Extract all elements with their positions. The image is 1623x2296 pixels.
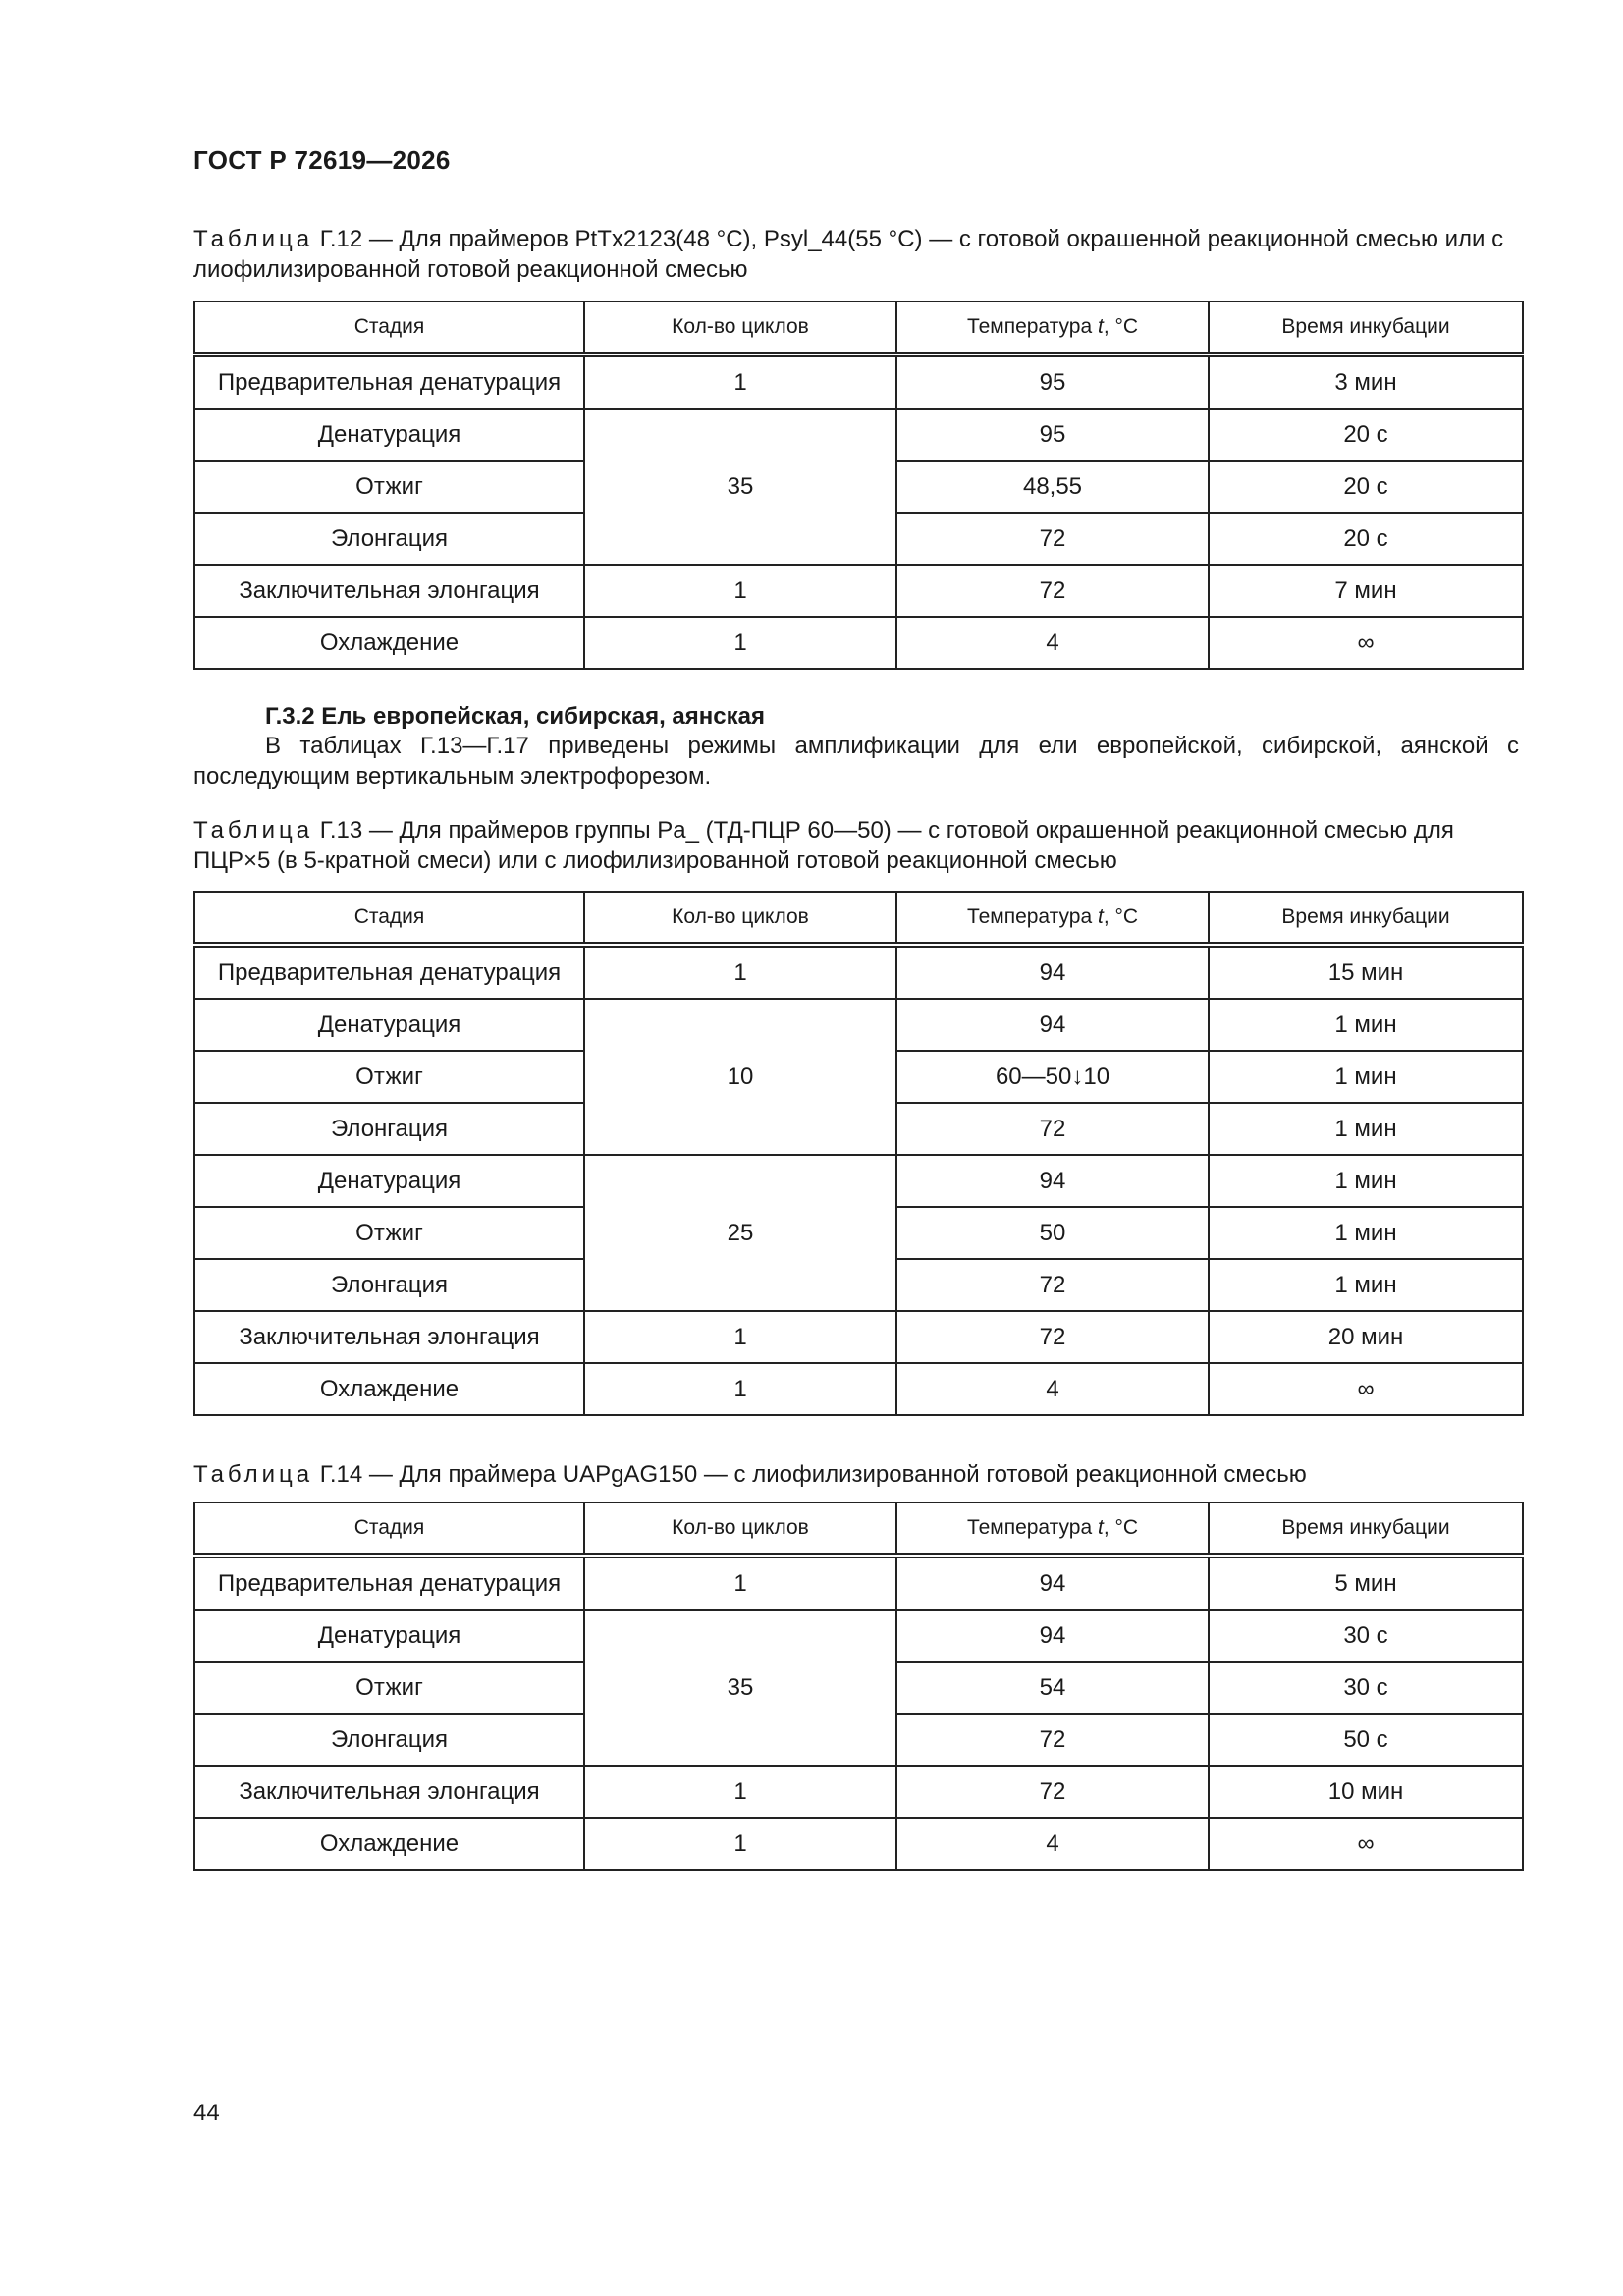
table-row: [194, 945, 1523, 999]
time-cell: ∞: [1209, 617, 1523, 669]
cycles-cell: 35: [584, 1610, 896, 1766]
time-cell: 20 с: [1209, 461, 1523, 513]
table-row: [194, 409, 1523, 461]
time-cell: 1 мин: [1209, 1051, 1523, 1103]
document-header: ГОСТ Р 72619—2026: [193, 145, 451, 175]
time-cell: 30 с: [1209, 1610, 1523, 1662]
temp-cell: 48,55: [896, 461, 1209, 513]
table-row: [194, 1363, 1523, 1415]
time-cell: 15 мин: [1209, 945, 1523, 999]
table-caption-text: Г.13 — Для праймеров группы Pa_ (ТД-ПЦР 60—50) — с готовой окрашенной реакционной смесью для ПЦР×5 (в 5-кратной смеси) или с лиофилизированной готовой реакционной смесью: [193, 817, 1454, 874]
cycles-cell: 1: [584, 1766, 896, 1818]
time-cell: 1 мин: [1209, 1155, 1523, 1207]
cycles-cell: 1: [584, 355, 896, 409]
temp-cell: 72: [896, 1311, 1209, 1363]
cycles-cell: 1: [584, 1311, 896, 1363]
cycles-cell: 35: [584, 409, 896, 565]
stage-cell: Отжиг: [194, 1051, 584, 1103]
time-cell: 20 с: [1209, 409, 1523, 461]
temp-cell: 94: [896, 999, 1209, 1051]
cycles-cell: 1: [584, 1363, 896, 1415]
temp-cell: 54: [896, 1662, 1209, 1714]
stage-cell: Предварительная денатурация: [194, 945, 584, 999]
temp-cell: 4: [896, 1363, 1209, 1415]
col-header-time: Время инкубации: [1209, 892, 1523, 945]
table-label: Таблица: [193, 817, 314, 844]
stage-cell: Элонгация: [194, 1103, 584, 1155]
temp-cell: 4: [896, 1818, 1209, 1870]
table-caption-text: Г.12 — Для праймеров PtTx2123(48 °С), Psyl_44(55 °С) — с готовой окрашенной реакционной смесью или с лиофилизированной готовой реакционной смесью: [193, 226, 1504, 283]
time-cell: ∞: [1209, 1363, 1523, 1415]
time-cell: 1 мин: [1209, 1103, 1523, 1155]
time-cell: 5 мин: [1209, 1556, 1523, 1610]
table-14: [193, 1502, 1524, 1871]
cycles-cell: 1: [584, 1556, 896, 1610]
table-14-caption: [193, 1459, 1519, 1490]
col-header-time: Время инкубации: [1209, 301, 1523, 355]
temp-cell: 94: [896, 1610, 1209, 1662]
stage-cell: Заключительная элонгация: [194, 1311, 584, 1363]
temp-cell: 72: [896, 1766, 1209, 1818]
table-row: [194, 1556, 1523, 1610]
temp-cell: 72: [896, 1714, 1209, 1766]
stage-cell: Элонгация: [194, 1714, 584, 1766]
col-header-stage: Стадия: [194, 301, 584, 355]
table-label: Таблица: [193, 226, 314, 252]
time-cell: 7 мин: [1209, 565, 1523, 617]
table-13: [193, 891, 1524, 1416]
cycles-cell: 1: [584, 1818, 896, 1870]
table-row: [194, 355, 1523, 409]
table-label: Таблица: [193, 1461, 314, 1488]
stage-cell: Охлаждение: [194, 1818, 584, 1870]
time-cell: 30 с: [1209, 1662, 1523, 1714]
temp-cell: 95: [896, 355, 1209, 409]
table-12-caption: [193, 224, 1519, 285]
table-row: [194, 565, 1523, 617]
stage-cell: Заключительная элонгация: [194, 565, 584, 617]
table-13-caption: [193, 815, 1519, 876]
stage-cell: Денатурация: [194, 999, 584, 1051]
stage-cell: Элонгация: [194, 1259, 584, 1311]
table-row: [194, 1818, 1523, 1870]
table-row: [194, 1766, 1523, 1818]
table-row: [194, 1311, 1523, 1363]
stage-cell: Отжиг: [194, 1662, 584, 1714]
stage-cell: Предварительная денатурация: [194, 1556, 584, 1610]
col-header-cycles: Кол-во циклов: [584, 301, 896, 355]
table-row: [194, 1155, 1523, 1207]
temp-cell: 72: [896, 565, 1209, 617]
time-cell: 1 мин: [1209, 1259, 1523, 1311]
table-row: [194, 617, 1523, 669]
stage-cell: Элонгация: [194, 513, 584, 565]
stage-cell: Денатурация: [194, 409, 584, 461]
stage-cell: Денатурация: [194, 1610, 584, 1662]
col-header-cycles: Кол-во циклов: [584, 892, 896, 945]
temp-cell: 95: [896, 409, 1209, 461]
col-header-temperature: Температура t, °С: [896, 892, 1209, 945]
stage-cell: Охлаждение: [194, 617, 584, 669]
time-cell: 1 мин: [1209, 1207, 1523, 1259]
stage-cell: Предварительная денатурация: [194, 355, 584, 409]
col-header-cycles: Кол-во циклов: [584, 1503, 896, 1556]
temp-cell: 60—50↓10: [896, 1051, 1209, 1103]
stage-cell: Денатурация: [194, 1155, 584, 1207]
temp-cell: 94: [896, 1155, 1209, 1207]
stage-cell: Отжиг: [194, 1207, 584, 1259]
cycles-cell: 25: [584, 1155, 896, 1311]
header-row: [194, 301, 1523, 355]
stage-cell: Заключительная элонгация: [194, 1766, 584, 1818]
stage-cell: Охлаждение: [194, 1363, 584, 1415]
page-number: 44: [193, 2100, 220, 2126]
table-row: [194, 999, 1523, 1051]
temp-cell: 50: [896, 1207, 1209, 1259]
section-paragraph: В таблицах Г.13—Г.17 приведены режимы амплификации для ели европейской, сибирской, аянской с последующим вертикальным электрофорезом.: [193, 733, 1519, 790]
temp-cell: 94: [896, 1556, 1209, 1610]
header-row: [194, 892, 1523, 945]
cycles-cell: 10: [584, 999, 896, 1155]
time-cell: 20 с: [1209, 513, 1523, 565]
stage-cell: Отжиг: [194, 461, 584, 513]
time-cell: 3 мин: [1209, 355, 1523, 409]
cycles-cell: 1: [584, 565, 896, 617]
time-cell: ∞: [1209, 1818, 1523, 1870]
time-cell: 10 мин: [1209, 1766, 1523, 1818]
cycles-cell: 1: [584, 945, 896, 999]
section-title: Г.3.2 Ель европейская, сибирская, аянская: [265, 703, 765, 730]
table-row: [194, 1610, 1523, 1662]
table-12: [193, 301, 1524, 670]
header-row: [194, 1503, 1523, 1556]
col-header-stage: Стадия: [194, 1503, 584, 1556]
table-caption-text: Г.14 — Для праймера UAPgAG150 — с лиофилизированной готовой реакционной смесью: [313, 1461, 1307, 1488]
col-header-stage: Стадия: [194, 892, 584, 945]
time-cell: 1 мин: [1209, 999, 1523, 1051]
cycles-cell: 1: [584, 617, 896, 669]
time-cell: 20 мин: [1209, 1311, 1523, 1363]
col-header-temperature: Температура t, °С: [896, 301, 1209, 355]
temp-cell: 94: [896, 945, 1209, 999]
temp-cell: 72: [896, 1259, 1209, 1311]
col-header-temperature: Температура t, °С: [896, 1503, 1209, 1556]
col-header-time: Время инкубации: [1209, 1503, 1523, 1556]
temp-cell: 4: [896, 617, 1209, 669]
time-cell: 50 с: [1209, 1714, 1523, 1766]
temp-cell: 72: [896, 1103, 1209, 1155]
temp-cell: 72: [896, 513, 1209, 565]
